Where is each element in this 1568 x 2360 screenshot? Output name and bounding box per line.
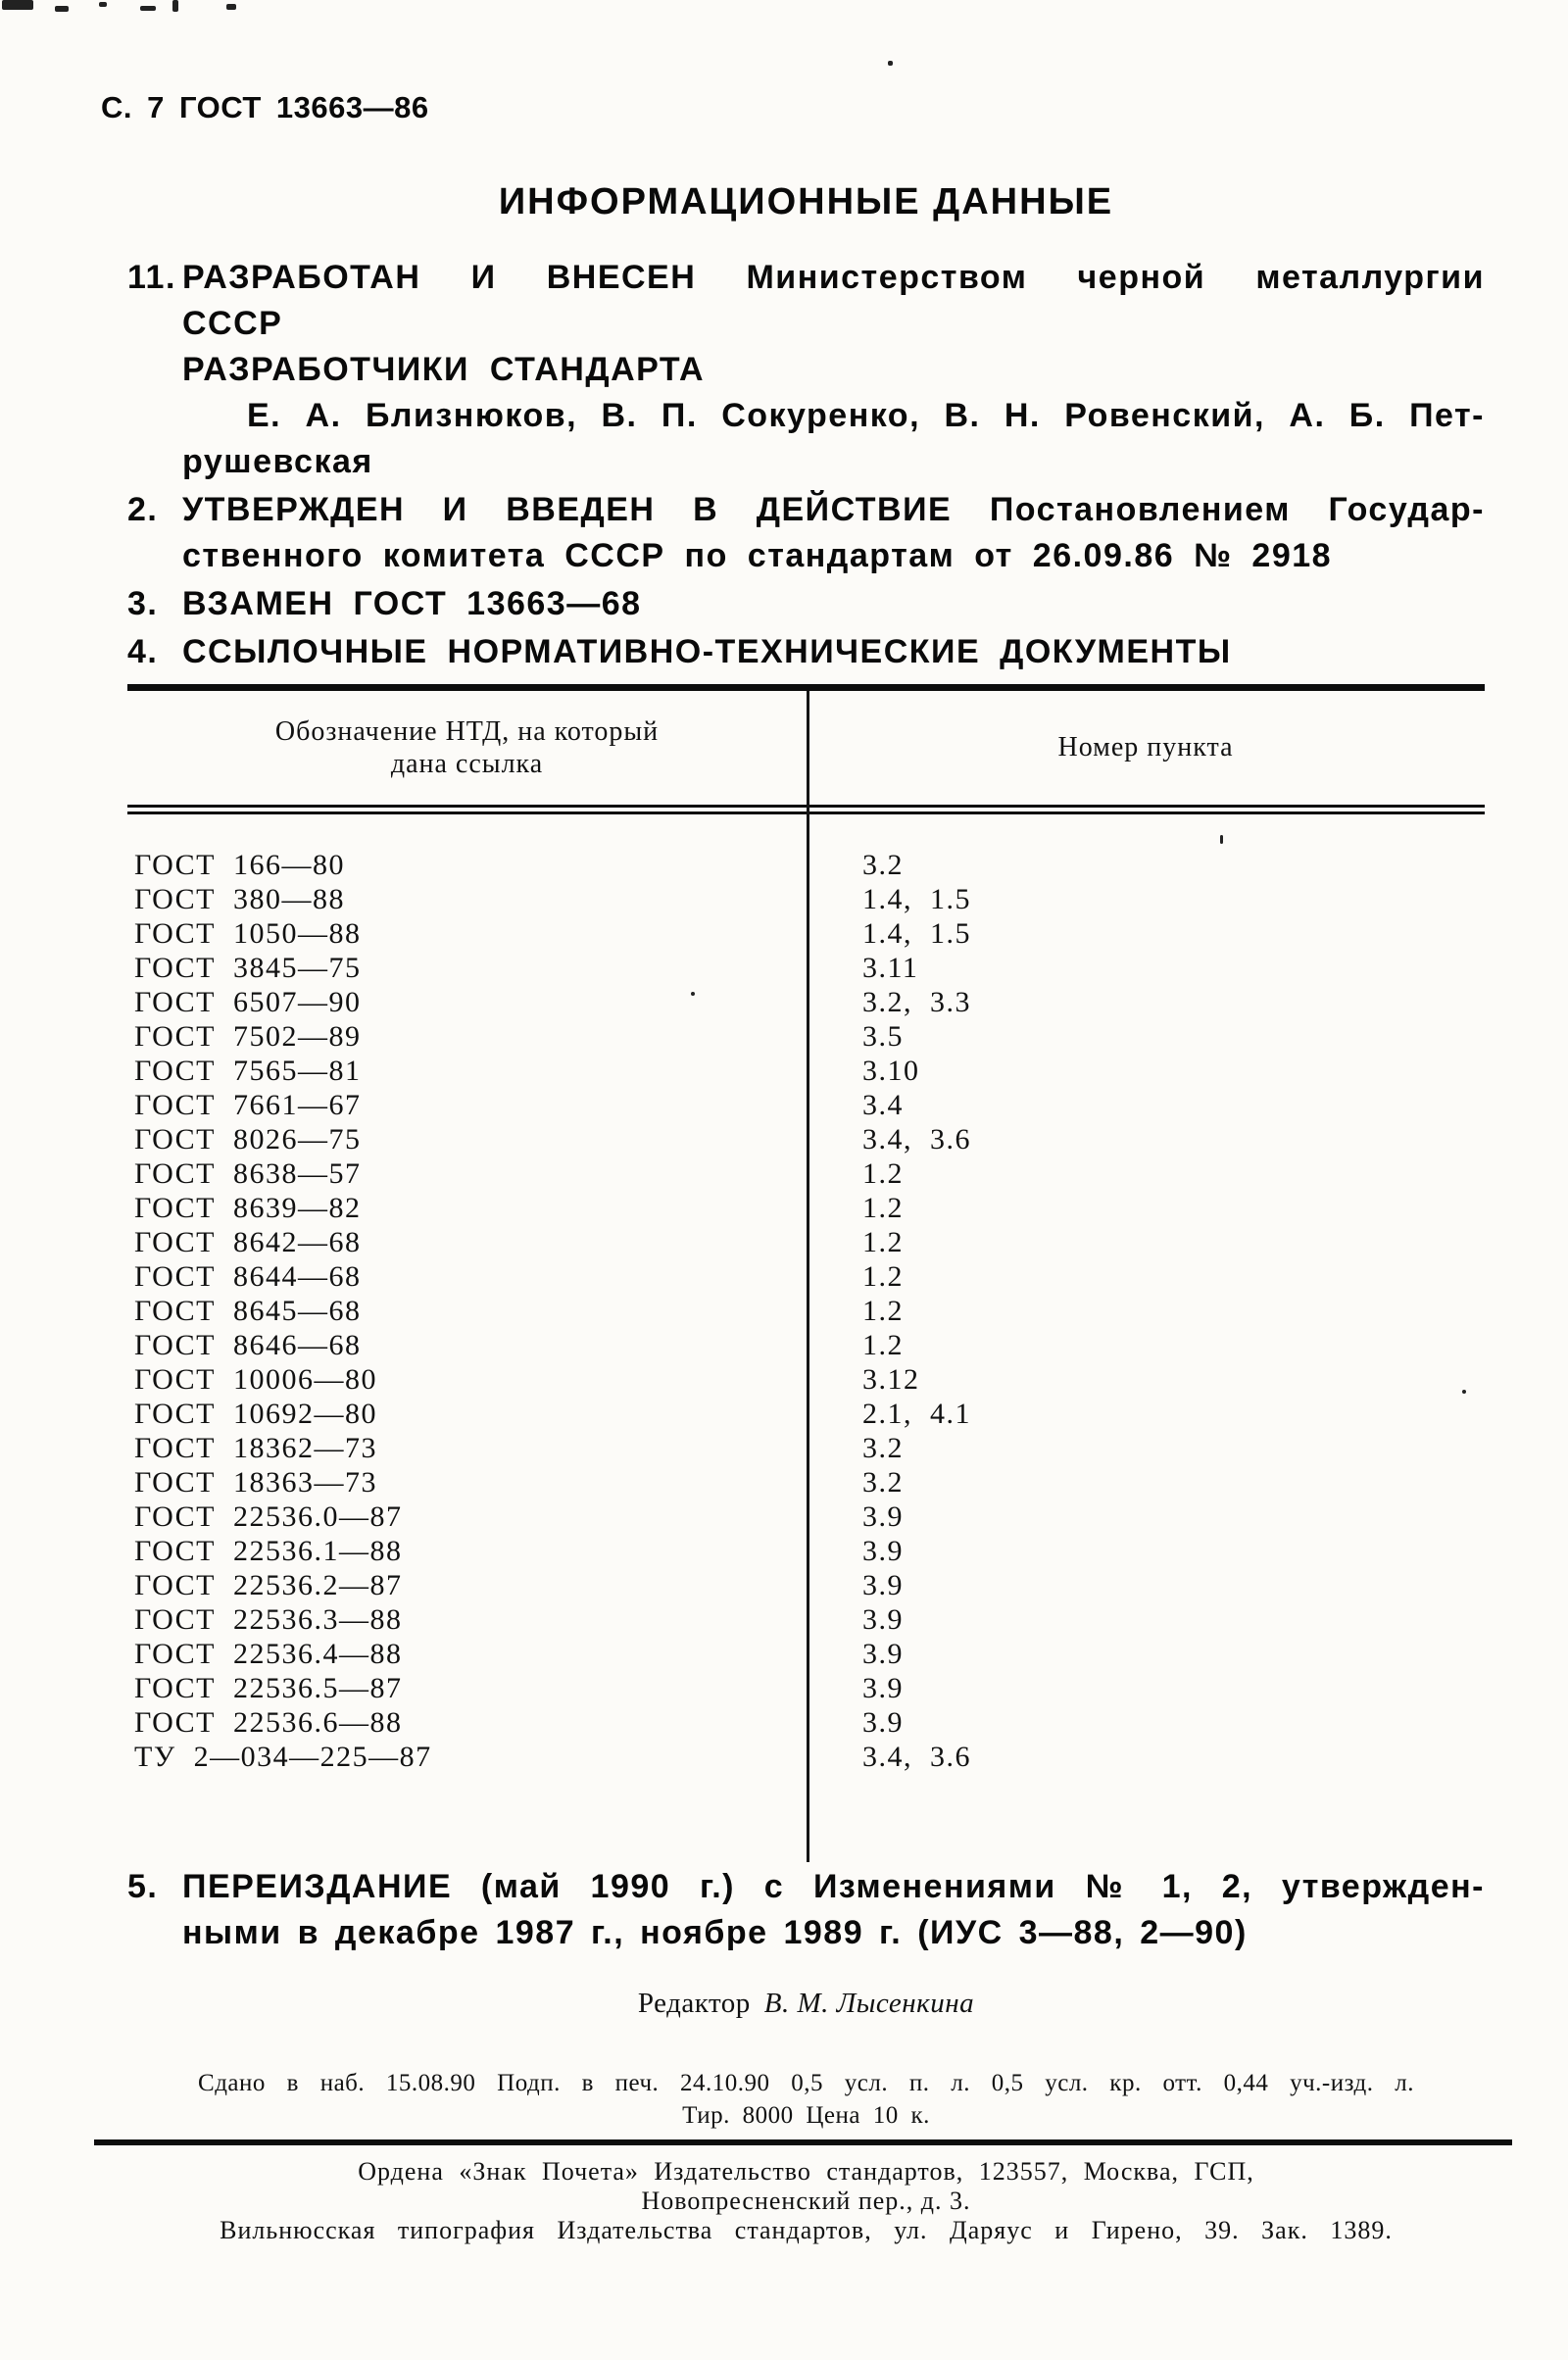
punkt-number: 1.2 <box>862 1329 904 1361</box>
punkt-number: 1.2 <box>862 1260 904 1293</box>
item-text: ПЕРЕИЗДАНИЕ (май 1990 г.) с Изменениями № 1, 2, утвержден- <box>182 1868 1485 1905</box>
item-text: УТВЕРЖДЕН И ВВЕДЕН В ДЕЙСТВИЕ Постановлением Государ- <box>182 491 1485 528</box>
punkt-number: 3.2 <box>862 1466 904 1499</box>
punkt-number: 1.2 <box>862 1226 904 1258</box>
ntd-designation: ГОСТ 7502—89 <box>134 1020 362 1053</box>
ntd-designation: ГОСТ 166—80 <box>134 849 345 881</box>
ntd-designation: ГОСТ 10006—80 <box>134 1363 377 1396</box>
ntd-designation: ГОСТ 22536.1—88 <box>134 1535 403 1567</box>
punkt-number: 2.1, 4.1 <box>862 1398 971 1430</box>
punkt-number: 3.4, 3.6 <box>862 1741 971 1773</box>
ntd-designation: ГОСТ 3845—75 <box>134 952 362 984</box>
ntd-designation: ГОСТ 8026—75 <box>134 1123 362 1155</box>
punkt-number: 3.9 <box>862 1535 904 1567</box>
item-number: 5. <box>127 1868 159 1905</box>
ntd-designation: ГОСТ 8646—68 <box>134 1329 362 1361</box>
ntd-designation: ГОСТ 6507—90 <box>134 986 362 1018</box>
editor-name: В. М. Лысенкина <box>763 1988 975 2019</box>
ntd-designation: ГОСТ 380—88 <box>134 883 345 915</box>
item-text: ВЗАМЕН ГОСТ 13663—68 <box>182 585 642 622</box>
ntd-designation: ГОСТ 22536.0—87 <box>134 1500 403 1533</box>
publisher-block <box>127 2157 1485 2245</box>
info-item-4 <box>127 629 1485 675</box>
ntd-designation: ГОСТ 22536.4—88 <box>134 1638 403 1670</box>
item-number: 4. <box>127 633 159 670</box>
ntd-designation: ГОСТ 8638—57 <box>134 1157 362 1190</box>
ntd-designation: ГОСТ 8639—82 <box>134 1192 362 1224</box>
publisher-line: Вильнюсская типография Издательства стандартов, ул. Даряус и Гирено, 39. Зак. 1389. <box>220 2216 1393 2244</box>
developers-names: рушевская <box>182 443 373 480</box>
punkt-number: 3.4, 3.6 <box>862 1123 971 1155</box>
editor-line <box>127 1988 1485 2020</box>
ntd-designation: ГОСТ 7565—81 <box>134 1055 362 1087</box>
punkt-number: 3.11 <box>862 952 919 984</box>
info-item-3 <box>127 581 1485 627</box>
punkt-number: 3.2, 3.3 <box>862 986 971 1018</box>
imprint-line: Тир. 8000 Цена 10 к. <box>682 2102 930 2129</box>
info-item-2 <box>127 487 1485 579</box>
imprint-block <box>127 2067 1485 2132</box>
item-text: РАЗРАБОТАН И ВНЕСЕН Министерством черной металлургии <box>182 259 1485 296</box>
publisher-line: Новопресненский пер., д. 3. <box>641 2187 971 2215</box>
ntd-designation: ГОСТ 1050—88 <box>134 917 362 950</box>
ntd-designation: ГОСТ 18362—73 <box>134 1432 377 1464</box>
publisher-line: Ордена «Знак Почета» Издательство стандартов, 123557, Москва, ГСП, <box>358 2157 1254 2186</box>
item-number: 3. <box>127 585 159 622</box>
punkt-number: 3.9 <box>862 1706 904 1739</box>
ntd-designation: ГОСТ 22536.6—88 <box>134 1706 403 1739</box>
punkt-number: 3.5 <box>862 1020 904 1053</box>
punkt-number: 1.2 <box>862 1295 904 1327</box>
developers-names: Е. А. Близнюков, В. П. Сокуренко, В. Н. Ровенский, А. Б. Пет- <box>247 397 1485 434</box>
ntd-designation: ГОСТ 7661—67 <box>134 1089 362 1121</box>
punkt-number: 3.10 <box>862 1055 920 1087</box>
punkt-number: 3.4 <box>862 1089 904 1121</box>
item-text: ными в декабре 1987 г., ноябре 1989 г. (ИУС 3—88, 2—90) <box>182 1914 1248 1951</box>
punkt-number: 3.12 <box>862 1363 920 1396</box>
info-item-1 <box>127 255 1485 485</box>
item-text: СССР <box>182 305 283 342</box>
ntd-designation: ГОСТ 8645—68 <box>134 1295 362 1327</box>
table-column-divider <box>807 691 809 1862</box>
ntd-designation: ГОСТ 8642—68 <box>134 1226 362 1258</box>
punkt-number: 3.9 <box>862 1500 904 1533</box>
punkt-number: 1.4, 1.5 <box>862 917 971 950</box>
imprint-line: Сдано в наб. 15.08.90 Подп. в печ. 24.10.90 0,5 усл. п. л. 0,5 усл. кр. отт. 0,44 уч.-изд. л. <box>198 2070 1414 2096</box>
ntd-designation: ТУ 2—034—225—87 <box>134 1741 432 1773</box>
ntd-designation: ГОСТ 8644—68 <box>134 1260 362 1293</box>
table-header-punkt: Номер пункта <box>1057 732 1234 762</box>
section-title: ИНФОРМАЦИОННЫЕ ДАННЫЕ <box>498 181 1114 222</box>
ntd-designation: ГОСТ 18363—73 <box>134 1466 377 1499</box>
punkt-number: 3.2 <box>862 849 904 881</box>
references-table <box>127 684 1485 1862</box>
info-item-5 <box>127 1864 1485 1956</box>
ntd-designation: ГОСТ 22536.5—87 <box>134 1672 403 1704</box>
punkt-number: 1.2 <box>862 1192 904 1224</box>
item-number: 11. <box>127 259 176 296</box>
punkt-number: 3.9 <box>862 1672 904 1704</box>
ntd-designation: ГОСТ 10692—80 <box>134 1398 377 1430</box>
item-text: ССЫЛОЧНЫЕ НОРМАТИВНО-ТЕХНИЧЕСКИЕ ДОКУМЕНТЫ <box>182 633 1232 670</box>
punkt-number: 1.4, 1.5 <box>862 883 971 915</box>
punkt-number: 3.9 <box>862 1569 904 1601</box>
punkt-number: 1.2 <box>862 1157 904 1190</box>
ntd-designation: ГОСТ 22536.2—87 <box>134 1569 403 1601</box>
table-header-ntd: Обозначение НТД, на который дана ссылка <box>274 716 660 779</box>
punkt-number: 3.9 <box>862 1638 904 1670</box>
page-header: С. 7 ГОСТ 13663—86 <box>101 90 429 124</box>
ntd-designation: ГОСТ 22536.3—88 <box>134 1603 403 1636</box>
item-text: ственного комитета СССР по стандартам от 26.09.86 № 2918 <box>182 537 1333 574</box>
editor-label: Редактор <box>637 1988 751 2019</box>
footer-divider <box>94 2139 1512 2145</box>
item-subheading: РАЗРАБОТЧИКИ СТАНДАРТА <box>182 351 706 388</box>
punkt-number: 3.9 <box>862 1603 904 1636</box>
punkt-number: 3.2 <box>862 1432 904 1464</box>
item-number: 2. <box>127 491 159 528</box>
